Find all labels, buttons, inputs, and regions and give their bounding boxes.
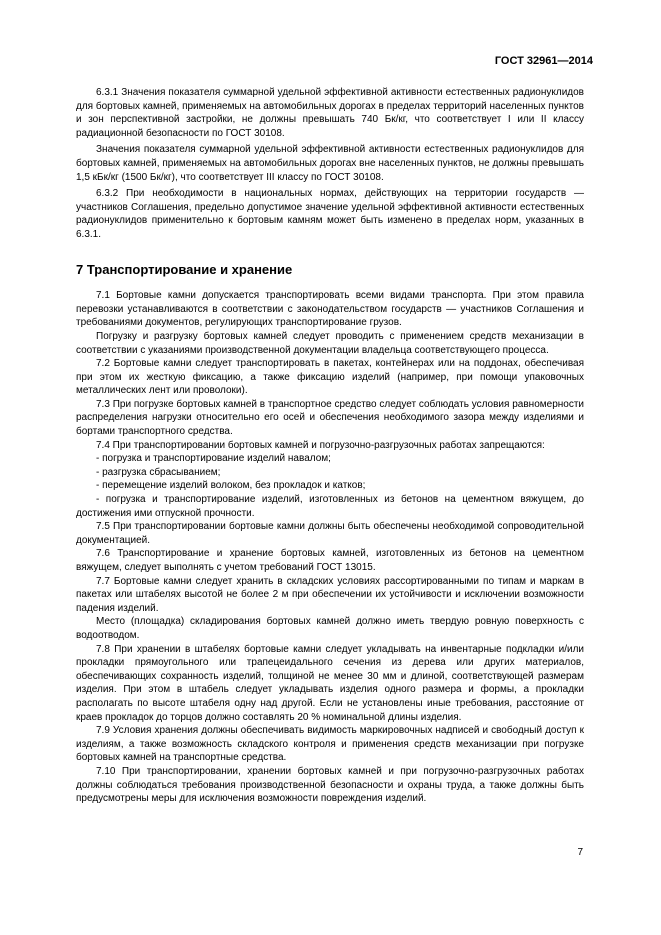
section-heading: 7 Транспортирование и хранение [76, 261, 293, 277]
list-item: - разгрузка сбрасыванием; [96, 466, 221, 478]
paragraph-6-3-1-cont: Значения показателя суммарной удельной эффективной активности естественных радионуклидов для бортовых камней, применяемых на автомобильных дорогах вне населенных пунктов, не должны превышать 1,5 кБк/кг (1500 Бк/кг), что соответствует III классу по ГОСТ 30108. [76, 144, 584, 183]
paragraph-6-3-1: 6.3.1 Значения показателя суммарной удельной эффективной активности естественных радионуклидов для бортовых камней, применяемых на автомобильных дорогах в пределах территорий населенных пунктов и зон перспективной застройки, не должны превышать 740 Бк/кг, что соответствует I или II классу радиационной безопасности по ГОСТ 30108. [76, 87, 584, 139]
list-item: - перемещение изделий волоком, без прокладок и катков; [96, 480, 366, 492]
paragraph-7-1-cont: Погрузку и разгрузку бортовых камней следует проводить с применением средств механизации в соответствии с указаниями производственной документации владельца соответствующего процесса. [76, 330, 584, 356]
paragraph-7-2: 7.2 Бортовые камни следует транспортировать в пакетах, контейнерах или на поддонах, обеспечивая при этом их жесткую фиксацию, а также фиксацию изделий (например, при помощи упаковочных металлических лент или проволоки). [76, 358, 584, 397]
list-item: - погрузка и транспортирование изделий, изготовленных из бетонов на цементном вяжущем, до достижения ими отпускной прочности. [76, 494, 584, 519]
paragraph-6-3-2: 6.3.2 При необходимости в национальных нормах, действующих на территории государств — участников Соглашения, предельно допустимое значение удельной эффективной активности естественных радионуклидов применительно к бортовым камням может быть изменено в пределах норм, указанных в 6.3.1. [76, 188, 584, 240]
page-number: 7 [577, 847, 583, 858]
paragraph-7-7: 7.7 Бортовые камни следует хранить в складских условиях рассортированными по типам и маркам в пакетах или штабелях высотой не более 2 м при обеспечении их устойчивости и исключении возможности падения изделий. [76, 575, 584, 614]
paragraph-7-8: 7.8 При хранении в штабелях бортовые камни следует укладывать на инвентарные подкладки и/или прокладки прямоугольного или трапецеидального сечения из дерева или других материалов, обеспечивающих сохранность изделий, толщиной не менее 30 мм и длиной, соответствующей размерам изделия. При этом в штабель следует укладывать изделия одного размера и формы, а прокладки располагать по высоте штабеля одну над другой. Если не установлены иные требования, расстояние от краев прокладок до торцов должно составлять 20 % номинальной длины изделия. [76, 643, 584, 723]
document-id: ГОСТ 32961—2014 [494, 55, 593, 67]
paragraph-7-9: 7.9 Условия хранения должны обеспечивать видимость маркировочных надписей и свободный доступ к изделиям, а также возможность складского контроля и применения средств механизации при погрузке бортовых камней на транспортные средства. [76, 725, 584, 764]
list-item: - погрузка и транспортирование изделий навалом; [96, 453, 331, 465]
page-content [76, 86, 584, 806]
paragraph-7-6: 7.6 Транспортирование и хранение бортовых камней, изготовленных из бетонов на цементном вяжущем, следует выполнять с учетом требований ГОСТ 13015. [76, 548, 584, 573]
paragraph-7-5: 7.5 При транспортировании бортовые камни должны быть обеспечены необходимой сопроводительной документацией. [76, 521, 584, 546]
paragraph-7-1: 7.1 Бортовые камни допускается транспортировать всеми видами транспорта. При этом правила перевозки устанавливаются в соответствии с законодательством государств — участников Соглашения и требованиями документов, регулирующих транспортирование грузов. [76, 290, 584, 329]
paragraph-7-3: 7.3 При погрузке бортовых камней в транспортное средство следует соблюдать условия равномерности распределения нагрузки относительно его осей и обеспечения необходимого зазора между изделиями и бортами транспортного средства. [76, 398, 584, 438]
paragraph-7-7-cont: Место (площадка) складирования бортовых камней должно иметь твердую ровную поверхность с водоотводом. [76, 616, 584, 641]
paragraph-7-10: 7.10 При транспортировании, хранении бортовых камней и при погрузочно-разгрузочных работах должны соблюдаться требования производственной безопасности и охраны труда, а также должны быть предусмотрены меры для исключения возможности повреждения изделий. [76, 765, 584, 805]
paragraph-7-4: 7.4 При транспортировании бортовых камней и погрузочно-разгрузочных работах запрещаются: [96, 439, 545, 451]
